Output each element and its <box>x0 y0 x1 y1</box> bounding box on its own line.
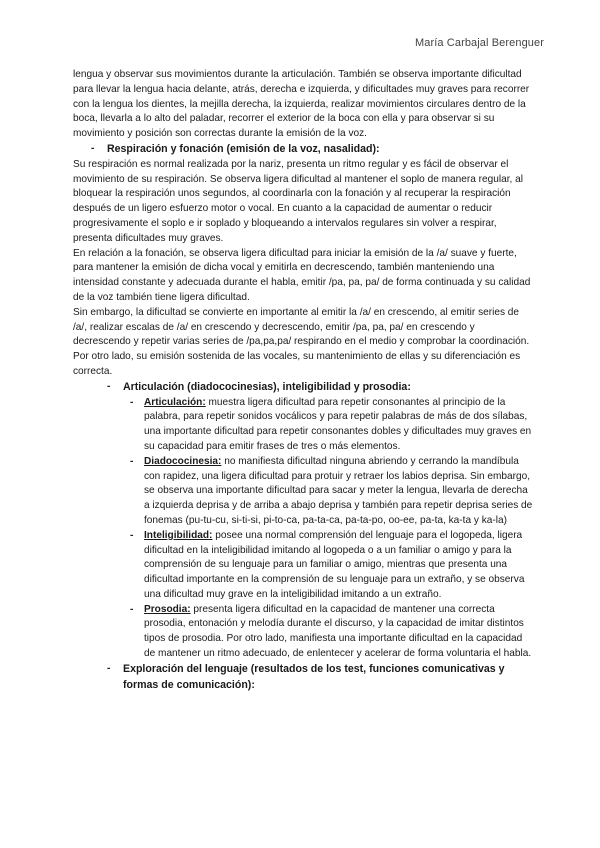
section-articulacion-heading <box>89 380 533 396</box>
subitem-articulacion <box>130 396 533 455</box>
subitem-text: presenta ligera dificultad en la capacidad de mantener una correcta prosodia, entonación y melodía durante el discurso, y la capacidad de imitar distintos tipos de prosodia. Por otro lado, manifiesta una importante dificultad en la capacidad de mantener un ritmo adecuado, de enlentecer y acelerar de forma voluntaria el habla. <box>144 603 532 660</box>
fonacion-paragraph-4: Por otro lado, su emisión sostenida de las vocales, su mantenimiento de ellas y su diferenciación es correcta. <box>73 351 521 377</box>
subitem-term: Articulación: <box>144 396 206 408</box>
subitem-term: Prosodia: <box>144 603 191 615</box>
subitem-inteligibilidad <box>130 529 533 603</box>
intro-paragraph: lengua y observar sus movimientos durante la articulación. También se observa importante dificultad para llevar la lengua hacia delante, atrás, derecha e izquierda, y dificultades muy graves para recorrer con la lengua los dientes, la mejilla derecha, la izquierda, realizar movimientos circulares dentro de la boca, llevarla a lo alto del paladar, recorrer el exterior de la boca con ella y para observar si su movimiento y posición son correctas durante la emisión de la voz. <box>73 69 530 140</box>
subitem-text: no manifiesta dificultad ninguna abriendo y cerrando la mandíbula con rapidez, una ligera dificultad para protuir y retraer los labios deprisa. Sin embargo, se observa una importante dificultad para sacar y meter la lengua, llevarla de derecha a izquierda deprisa y de arriba a abajo deprisa y también para repetir deprisa series de fonemas (pu-tu-cu, si-ti-si, pi-to-ca, pa-ta-ca, pa-ta-po, oo-ee, pa-ta, ka-ta y ka-la) <box>144 455 533 526</box>
articulacion-subitems <box>130 396 533 662</box>
bullet-marker: - <box>130 455 134 467</box>
page-header-author: María Carbajal Berenguer <box>415 37 544 49</box>
subitem-diadococinesia <box>130 455 533 529</box>
subitem-term: Diadococinesia: <box>144 455 222 467</box>
respiracion-paragraph-1: Su respiración es normal realizada por la nariz, presenta un ritmo regular y es fácil de observar el movimiento de su respiración. Se observa ligera dificultad al mantener el soplo de manera regular, al bloquear la respiración unos segundos, al coordinarla con la fonación y al recuperar la respiración después de un ligero esfuerzo motor o vocal. En cuanto a la capacidad de aumentar o reducir progresivamente el soplo e ir soplado y bloqueando a intervalos regulares sin volver a respirar, presenta dificultades muy graves. <box>73 158 523 244</box>
subitem-text: posee una normal comprensión del lenguaje para el logopeda, ligera dificultad en la inteligibilidad imitando al logopeda o a un familiar o amigo y para la comprensión de su lenguaje para un familiar o amigo, mientras que presenta una dificultad importante en la comprensión de su lenguaje para un extraño, y se observa una dificultad muy grave en la inteligibilidad imitando a un extraño. <box>144 529 525 600</box>
section-exploracion-heading <box>89 662 533 694</box>
subitem-term: Inteligibilidad: <box>144 529 213 541</box>
section-respiracion-heading <box>73 142 533 158</box>
section-heading: Articulación (diadococinesias), inteligibilidad y prosodia: <box>123 380 411 393</box>
bullet-marker: - <box>130 529 134 541</box>
dash-marker: - <box>107 662 111 674</box>
dash-marker: - <box>107 380 111 392</box>
dash-marker: - <box>91 142 95 154</box>
subitem-prosodia <box>130 603 533 662</box>
bullet-marker: - <box>130 396 134 408</box>
page-content <box>73 68 533 693</box>
bullet-marker: - <box>130 603 134 615</box>
section-heading: Respiración y fonación (emisión de la voz, nasalidad): <box>107 142 380 155</box>
fonacion-paragraph-2: En relación a la fonación, se observa ligera dificultad para iniciar la emisión de la /a/ suave y fuerte, para mantener la emisión de dicha vocal y emitirla en decrescendo, también manteniendo una intensidad constante y adecuada durante el habla, emitir /pa, pa, pa/ de forma continuada y su calidad de la voz también tiene ligera dificultad. <box>73 247 531 303</box>
subitem-text: muestra ligera dificultad para repetir consonantes al principio de la palabra, para repetir sonidos vocálicos y para repetir palabras de más de dos sílabas, una importante dificultad para repetir consonantes dobles y dificultades muy graves en su capacidad para emitir frases de tres o más elementos. <box>144 396 532 452</box>
fonacion-paragraph-3: Sin embargo, la dificultad se convierte en importante al emitir la /a/ en crescendo, al emitir series de /a/, realizar escalas de /a/ en crescendo y decrescendo, emitir /pa, pa, pa/ en crescendo y decrescendo y repetir varias series de /pa,pa,pa/ respirando en el medio y comprobar la coordinación. <box>73 306 530 348</box>
section-heading: Exploración del lenguaje (resultados de los test, funciones comunicativas y formas de comunicación): <box>123 662 505 691</box>
